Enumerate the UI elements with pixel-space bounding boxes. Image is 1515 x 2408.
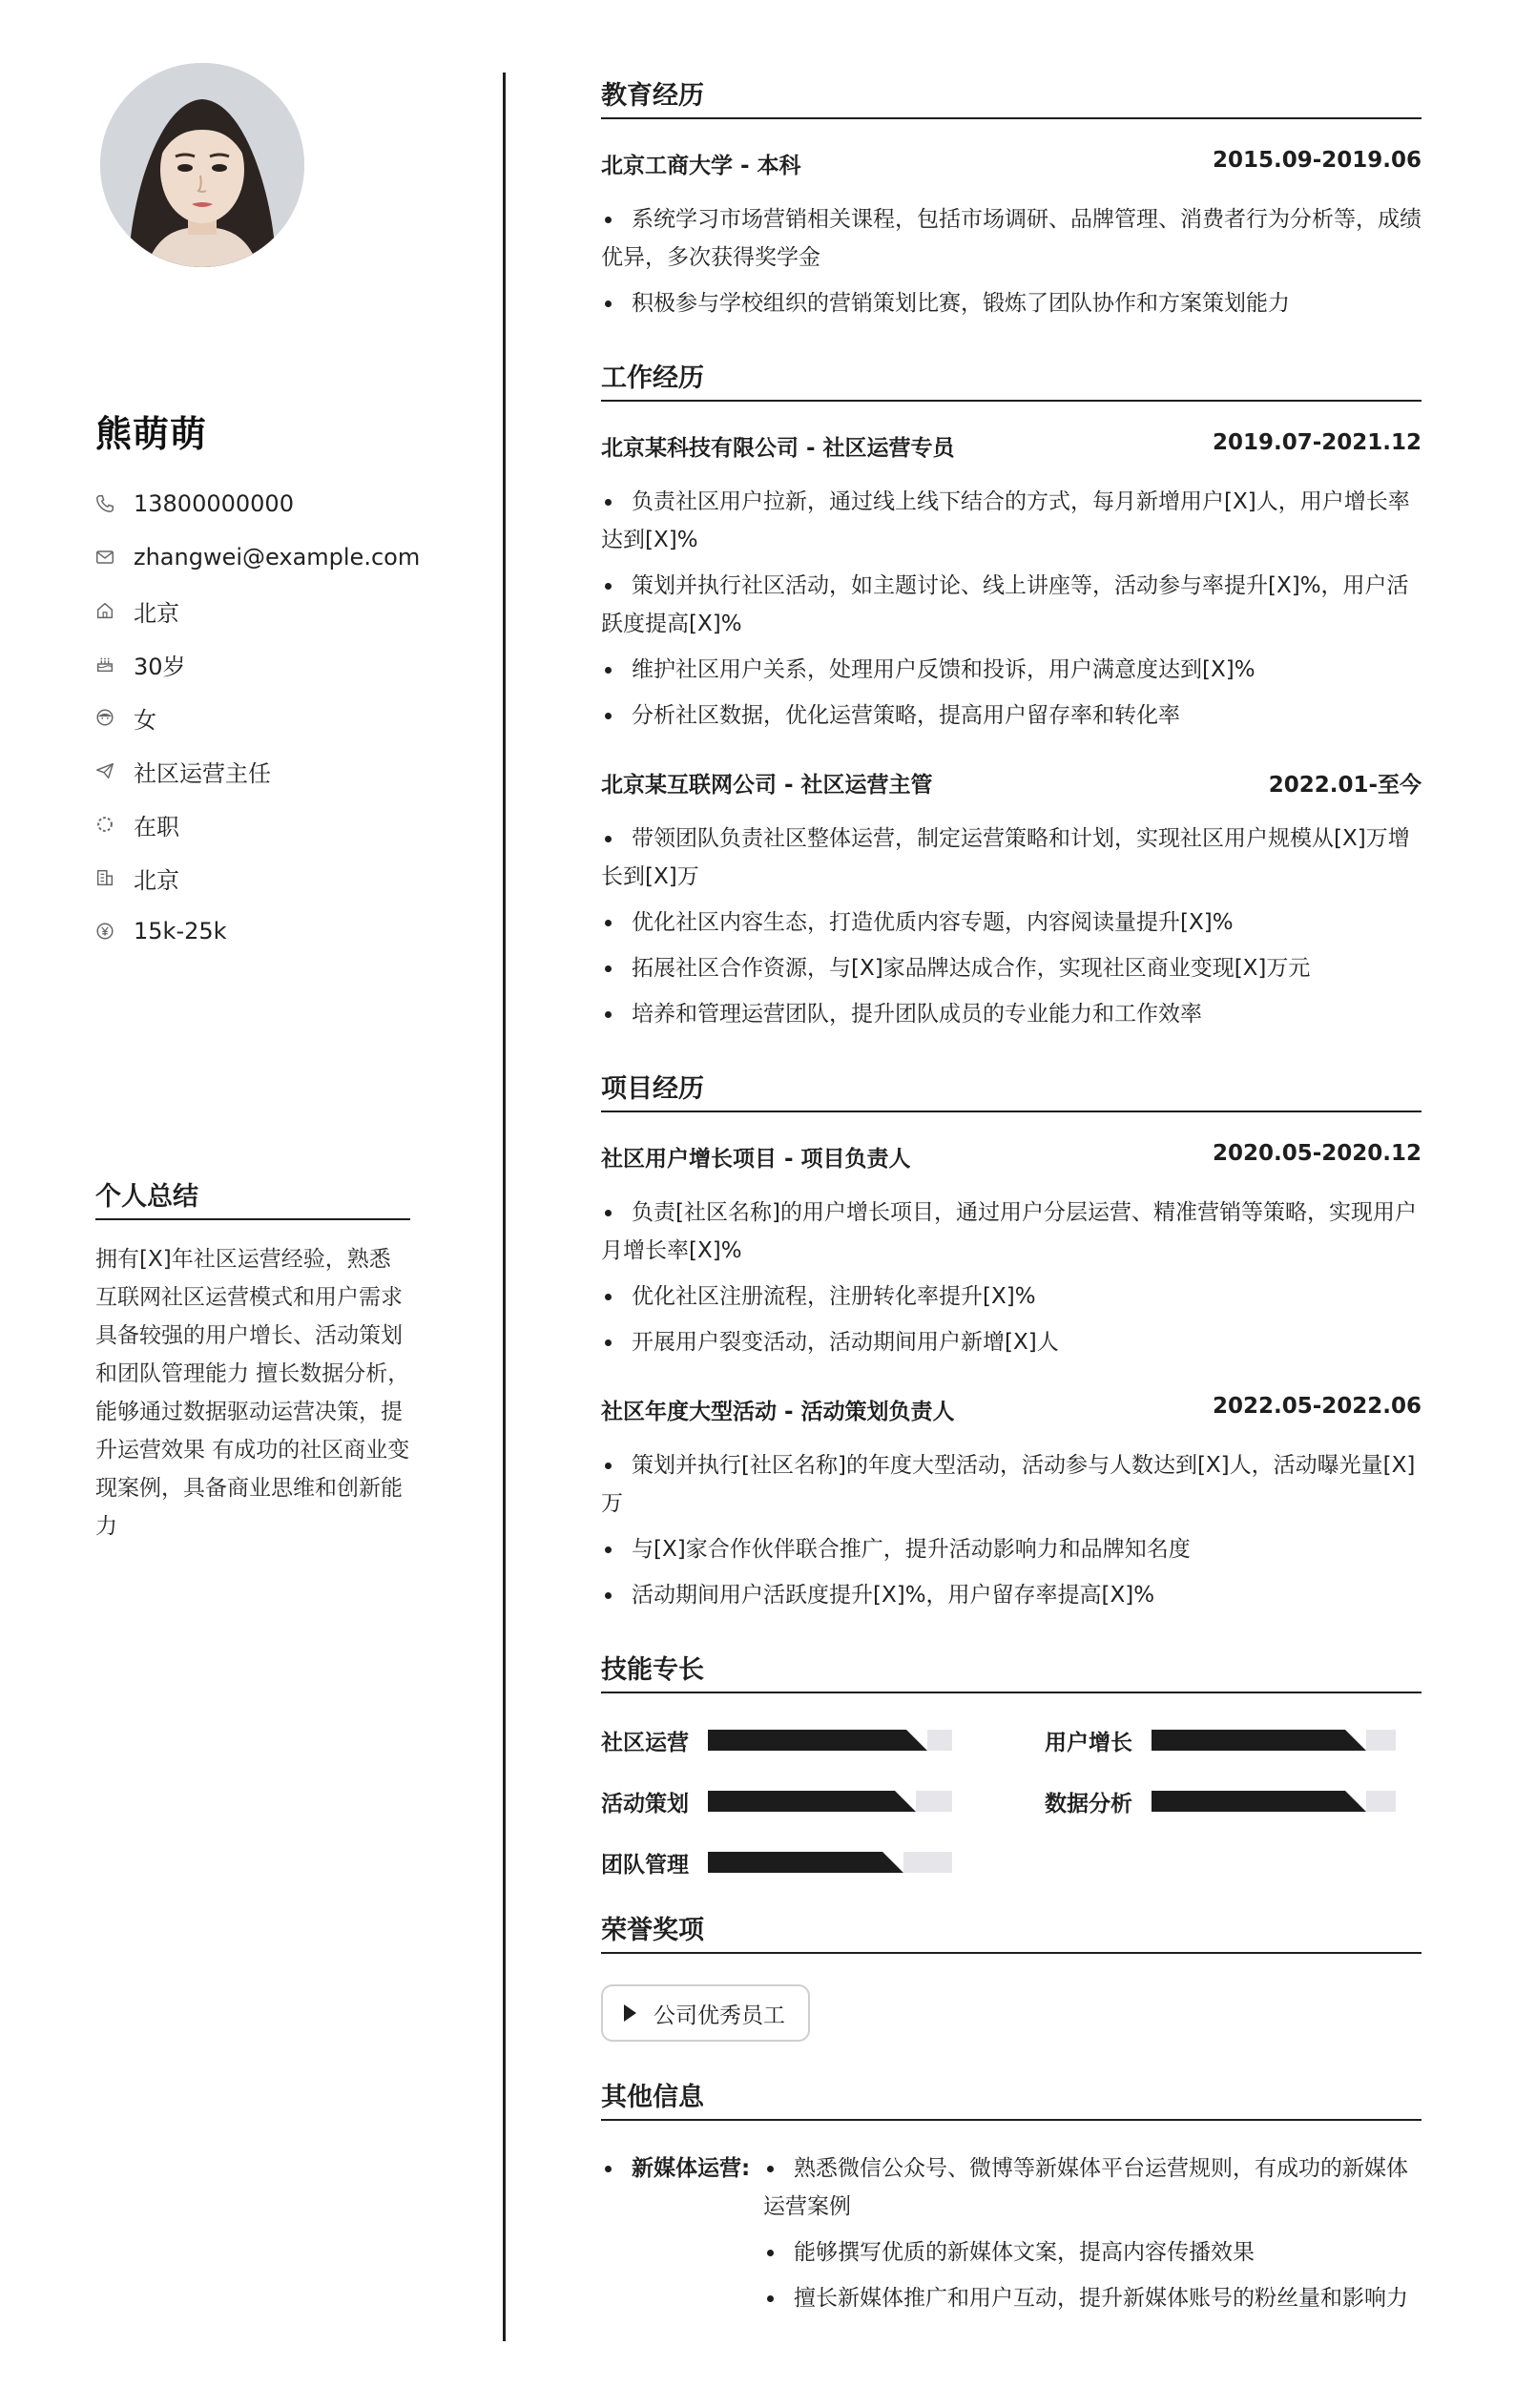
skill-label: 社区运营: [601, 1730, 689, 1755]
projects-section: [601, 1068, 1422, 1614]
avatar: [100, 63, 304, 267]
other-title: 其他信息: [601, 2076, 1422, 2121]
work-section: [601, 357, 1422, 1033]
list-item: 活动期间用户活跃度提升[X]%，用户留存率提高[X]%: [601, 1576, 1422, 1614]
summary-text: 拥有[X]年社区运营经验，熟悉互联网社区运营模式和用户需求 具备较强的用户增长、活动策划和团队管理能力 擅长数据分析，能够通过数据驱动运营决策，提升运营效果 有成功的社区商业变现案例，具备商业思维和创新能力: [95, 1247, 410, 1539]
skill-bar-notch: [882, 1852, 903, 1873]
main-content: [601, 74, 1422, 2359]
skill-bar: [1152, 1791, 1396, 1812]
phone-icon: [93, 492, 116, 515]
list-item: 分析社区数据，优化运营策略，提高用户留存率和转化率: [601, 696, 1422, 735]
awards-title: 荣誉奖项: [601, 1909, 1422, 1954]
entry-head: [601, 1394, 1422, 1425]
entry-date: 2019.07-2021.12: [1212, 430, 1422, 455]
entry-head: [601, 767, 1422, 799]
list-item: 与[X]家合作伙伴联合推广，提升活动影响力和品牌知名度: [601, 1530, 1422, 1568]
list-item: 拓展社区合作资源，与[X]家品牌达成合作，实现社区商业变现[X]万元: [601, 949, 1422, 987]
status-text: 在职: [134, 813, 179, 841]
entry-heading: 北京某互联网公司 - 社区运营主管: [601, 773, 933, 798]
avatar-portrait-icon: [100, 63, 304, 267]
skill-bar: [708, 1791, 952, 1812]
skill-bar-notch: [1345, 1730, 1366, 1751]
skill-bar-notch: [1345, 1791, 1366, 1812]
list-item: 负责社区用户拉新，通过线上线下结合的方式，每月新增用户[X]人，用户增长率达到[X]%: [601, 483, 1422, 559]
status-icon: [93, 813, 116, 836]
location-text: 北京: [134, 866, 179, 894]
gender-icon: [93, 706, 116, 729]
education-section: [601, 74, 1422, 322]
skills-section: [601, 1649, 1422, 1878]
entry-heading: 社区年度大型活动 - 活动策划负责人: [601, 1400, 955, 1424]
entry-head: [601, 1141, 1422, 1173]
bullet-list: [601, 1194, 1422, 1361]
entry-heading: 北京某科技有限公司 - 社区运营专员: [601, 436, 955, 461]
skills-title: 技能专长: [601, 1649, 1422, 1693]
entry-head: [601, 148, 1422, 179]
building-icon: [93, 866, 116, 889]
skill-label: 数据分析: [1045, 1791, 1132, 1816]
list-item: 优化社区注册流程，注册转化率提升[X]%: [601, 1277, 1422, 1316]
list-item: 能够撰写优质的新媒体文案，提高内容传播效果: [763, 2233, 1422, 2272]
home-icon: [93, 599, 116, 622]
skill-item: [601, 1789, 978, 1814]
play-icon: [624, 2004, 636, 2022]
skill-bar: [708, 1730, 952, 1751]
list-item: 培养和管理运营团队，提升团队成员的专业能力和工作效率: [601, 995, 1422, 1033]
phone-text: 13800000000: [134, 490, 294, 517]
list-item: 带领团队负责社区整体运营，制定运营策略和计划，实现社区用户规模从[X]万增长到[X]万: [601, 820, 1422, 896]
work-entry: [601, 430, 1422, 735]
info-row-email: [93, 530, 420, 584]
gender-text: 女: [134, 706, 156, 734]
info-row-status: [93, 798, 420, 851]
list-item: 负责[社区名称]的用户增长项目，通过用户分层运营、精准营销等策略，实现用户月增长率[X]%: [601, 1194, 1422, 1270]
skill-bar-fill: [708, 1730, 927, 1751]
info-row-city: [93, 584, 420, 637]
bullet-list: [601, 820, 1422, 1033]
info-row-age: [93, 637, 420, 691]
age-text: 30岁: [134, 653, 186, 680]
info-row-position: [93, 744, 420, 798]
entry-heading: 社区用户增长项目 - 项目负责人: [601, 1147, 911, 1172]
education-title: 教育经历: [601, 74, 1422, 119]
award-label: 公司优秀员工: [654, 2003, 785, 2028]
skills-grid: [601, 1722, 1422, 1878]
skill-item: [1045, 1728, 1422, 1753]
skill-item: [601, 1728, 978, 1753]
work-title: 工作经历: [601, 357, 1422, 402]
skill-bar-fill: [1152, 1791, 1366, 1812]
bullet-list: [601, 1446, 1422, 1614]
award-item[interactable]: [601, 1984, 810, 2042]
bullet-list: [601, 483, 1422, 735]
awards-section: [601, 1909, 1422, 2042]
email-text: zhangwei@example.com: [134, 544, 421, 571]
cake-icon: [93, 653, 116, 675]
skill-bar-fill: [708, 1852, 903, 1873]
list-item: 优化社区内容生态，打造优质内容专题，内容阅读量提升[X]%: [601, 903, 1422, 942]
bullet-list: [763, 2149, 1422, 2325]
info-row-phone: [93, 477, 420, 530]
project-entry: [601, 1394, 1422, 1614]
summary-title: 个人总结: [95, 1175, 410, 1220]
entry-heading: 北京工商大学 - 本科: [601, 154, 801, 178]
work-entry: [601, 767, 1422, 1033]
city-text: 北京: [134, 599, 179, 627]
list-item: 擅长新媒体推广和用户互动，提升新媒体账号的粉丝量和影响力: [763, 2279, 1422, 2317]
entry-head: [601, 430, 1422, 462]
position-text: 社区运营主任: [134, 759, 271, 787]
list-item: 积极参与学校组织的营销策划比赛，锻炼了团队协作和方案策划能力: [601, 284, 1422, 322]
skill-item: [601, 1850, 978, 1878]
project-entry: [601, 1141, 1422, 1361]
candidate-name: 熊萌萌: [95, 413, 208, 455]
entry-date: 2020.05-2020.12: [1212, 1141, 1422, 1166]
skill-label: 活动策划: [601, 1791, 689, 1816]
info-row-salary: [93, 904, 420, 958]
skill-bar-notch: [906, 1730, 927, 1751]
bullet-list: [601, 200, 1422, 322]
other-row: [601, 2149, 1422, 2325]
column-divider: [503, 73, 506, 2341]
list-item: 维护社区用户关系，处理用户反馈和投诉，用户满意度达到[X]%: [601, 651, 1422, 689]
skill-bar: [708, 1852, 952, 1873]
skill-label: 用户增长: [1045, 1730, 1132, 1755]
salary-text: 15k-25k: [134, 918, 227, 945]
other-section: [601, 2076, 1422, 2325]
skill-label: 团队管理: [601, 1852, 689, 1878]
list-item: 开展用户裂变活动，活动期间用户新增[X]人: [601, 1323, 1422, 1361]
skill-bar-fill: [708, 1791, 916, 1812]
education-entry: [601, 148, 1422, 322]
list-item: 系统学习市场营销相关课程，包括市场调研、品牌管理、消费者行为分析等，成绩优异，多次获得奖学金: [601, 200, 1422, 277]
list-item: 策划并执行社区活动，如主题讨论、线上讲座等，活动参与率提升[X]%，用户活跃度提高[X]%: [601, 567, 1422, 643]
entry-date: 2015.09-2019.06: [1212, 148, 1422, 173]
skill-bar: [1152, 1730, 1396, 1751]
other-label: 新媒体运营:: [601, 2149, 763, 2325]
skill-bar-notch: [895, 1791, 916, 1812]
skill-bar-fill: [1152, 1730, 1366, 1751]
mail-icon: [93, 546, 116, 569]
entry-date: 2022.05-2022.06: [1212, 1394, 1422, 1419]
entry-date: 2022.01-至今: [1268, 773, 1422, 798]
list-item: 策划并执行[社区名称]的年度大型活动，活动参与人数达到[X]人，活动曝光量[X]万: [601, 1446, 1422, 1523]
yen-icon: [93, 920, 116, 943]
info-row-location: [93, 851, 420, 904]
contact-info-list: [93, 477, 420, 958]
skill-item: [1045, 1789, 1422, 1814]
list-item: 熟悉微信公众号、微博等新媒体平台运营规则，有成功的新媒体运营案例: [763, 2149, 1422, 2226]
send-icon: [93, 759, 116, 782]
projects-title: 项目经历: [601, 1068, 1422, 1112]
info-row-gender: [93, 691, 420, 744]
